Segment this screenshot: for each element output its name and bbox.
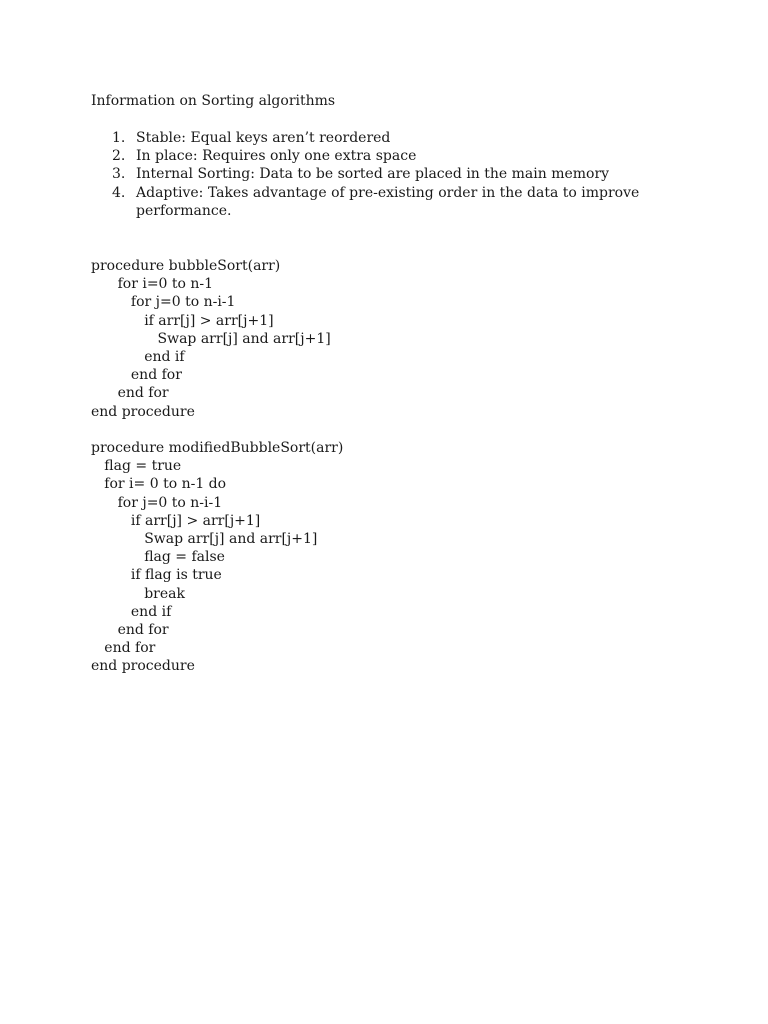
list-item-text: In place: Requires only one extra space — [136, 148, 417, 165]
code-line: end procedure — [91, 403, 195, 420]
code-line: for j=0 to n-i-1 — [130, 294, 236, 311]
code-line: if arr[j] > arr[j+1] — [130, 512, 261, 529]
code-line: end if — [144, 349, 185, 366]
code-line: end if — [130, 603, 172, 620]
code-line: Swap arr[j] and arr[j+1] — [144, 531, 318, 548]
list-item — [0, 147, 639, 165]
list-item-number: 3. — [112, 166, 126, 183]
code-line: end for — [117, 622, 169, 639]
code-line: if arr[j] > arr[j+1] — [144, 312, 274, 329]
code-line: procedure bubbleSort(arr) — [91, 258, 281, 274]
properties-list — [0, 129, 639, 220]
code-line: for j=0 to n-i-1 — [117, 494, 223, 511]
list-item-number: 4. — [112, 184, 126, 201]
document-heading: Information on Sorting algorithms — [91, 93, 336, 109]
list-item — [0, 129, 639, 147]
code-line: flag = true — [104, 458, 182, 475]
code-line: end for — [117, 385, 169, 402]
code-line: end procedure — [91, 658, 195, 675]
code-line: procedure modifiedBubbleSort(arr) — [91, 440, 344, 456]
list-item-text: Internal Sorting: Data to be sorted are placed in the main memory — [136, 166, 610, 183]
code-line: break — [144, 585, 185, 602]
list-item — [0, 184, 639, 220]
code-line: flag = false — [144, 549, 225, 566]
list-item-number: 2. — [112, 148, 126, 165]
list-item-text: Stable: Equal keys aren’t reordered — [136, 130, 391, 146]
list-item — [0, 165, 639, 183]
code-line: end for — [104, 640, 156, 657]
code-line: Swap arr[j] and arr[j+1] — [157, 330, 331, 347]
code-line: end for — [130, 367, 182, 384]
code-line: for i= 0 to n-1 do — [104, 476, 227, 493]
list-item-number: 1. — [112, 130, 126, 146]
code-line: for i=0 to n-1 — [117, 276, 214, 293]
modified-bubble-sort-pseudocode — [91, 439, 343, 676]
code-line: if flag is true — [130, 567, 222, 584]
list-item-text: Adaptive: Takes advantage of pre-existing order in the data to improve performance. — [136, 184, 640, 219]
bubble-sort-pseudocode — [91, 257, 331, 421]
